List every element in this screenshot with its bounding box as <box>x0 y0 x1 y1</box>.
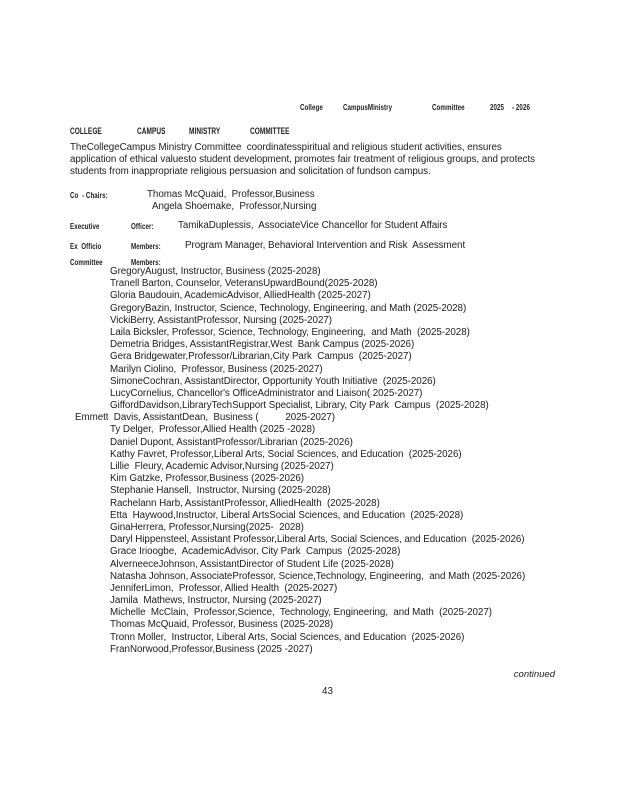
executive-officer-label-2: Officer: <box>131 221 154 231</box>
member-row: Marilyn Ciolino, Professor, Business (2025-2027) <box>110 363 323 375</box>
running-header-committee: Committee <box>432 102 465 112</box>
executive-officer-label-1: Executive <box>70 221 100 231</box>
member-row: Etta Haywood,Instructor, Liberal ArtsSocial Sciences, and Education (2025-2028) <box>110 509 464 521</box>
member-row: Jamila Mathews, Instructor, Nursing (2025-2027) <box>110 595 322 607</box>
member-row: GiffordDavidson,LibraryTechSupport Specialist, Library, City Park Campus (2025-2028) <box>110 400 489 412</box>
running-header <box>300 102 558 114</box>
member-row: Michelle McClain, Professor,Science, Technology, Engineering, and Math (2025-2027) <box>110 607 492 619</box>
member-row: JenniferLimon, Professor, Allied Health (2025-2027) <box>110 582 338 594</box>
member-row: FranNorwood,Professor,Business (2025 -2027) <box>110 643 313 655</box>
member-row: Daniel Dupont, AssistantProfessor/Librarian (2025-2026) <box>110 436 353 448</box>
executive-officer-value: TamikaDuplessis, AssociateVice Chancellor for Student Affairs <box>178 220 448 231</box>
intro-line: TheCollegeCampus Ministry Committee coordinatesspiritual and religious student activities, ensures <box>70 142 502 153</box>
member-row: Thomas McQuaid, Professor, Business (2025-2028) <box>110 619 334 631</box>
member-row: Lillie Fleury, Academic Advisor,Nursing (2025-2027) <box>110 461 334 472</box>
committee-members-list <box>0 266 618 656</box>
running-header-college: College <box>300 102 323 112</box>
intro-paragraph <box>70 142 535 179</box>
member-row: Rachelann Harb, AssistantProfessor, AlliedHealth (2025-2028) <box>110 497 380 509</box>
intro-line: students from inappropriate religious persuasion and solicitation of fundson campus. <box>70 166 431 178</box>
member-row: Stephanie Hansell, Instructor, Nursing (2025-2028) <box>110 485 331 497</box>
co-chair-2: Angela Shoemake, Professor,Nursing <box>152 201 317 212</box>
page-number: 43 <box>322 686 333 697</box>
running-header-year-end: - 2026 <box>512 102 530 112</box>
member-row: GregoryAugust, Instructor, Business (2025-2028) <box>110 266 321 277</box>
member-row: Gloria Baudouin, AcademicAdvisor, AlliedHealth (2025-2027) <box>110 290 371 302</box>
member-row: Tranell Barton, Counselor, VeteransUpwardBound(2025-2028) <box>110 278 378 290</box>
member-row: AlverneeceJohnson, AssistantDirector of Student Life (2025-2028) <box>110 558 394 570</box>
member-row: SimoneCochran, AssistantDirector, Opportunity Youth Initiative (2025-2026) <box>110 375 436 387</box>
ex-officio-label-1: Ex Officio <box>70 241 102 251</box>
member-row: Demetria Bridges, AssistantRegistrar,West Bank Campus (2025-2026) <box>110 339 415 351</box>
co-chairs-label: Co - Chairs: <box>70 190 108 200</box>
running-header-campus-ministry: CampusMinistry <box>343 102 393 112</box>
ex-officio-label-2: Members: <box>131 241 161 251</box>
member-row: Tronn Moller, Instructor, Liberal Arts, Social Sciences, and Education (2025-2026) <box>110 631 465 643</box>
continued-note: continued <box>513 669 555 680</box>
member-row: VickiBerry, AssistantProfessor, Nursing (2025-2027) <box>110 314 332 326</box>
member-row: Gera Bridgewater,Professor/Librarian,City Park Campus (2025-2027) <box>110 351 412 363</box>
member-row: Laila Bicksler, Professor, Science, Technology, Engineering, and Math (2025-2028) <box>110 326 470 338</box>
page-title <box>70 126 330 139</box>
committee-members-label-2: Members: <box>131 257 161 267</box>
member-row: Daryl Hippensteel, Assistant Professor,Liberal Arts, Social Sciences, and Education (2025-2026) <box>110 534 525 546</box>
member-row: GinaHerrera, Professor,Nursing(2025- 2028) <box>110 521 304 533</box>
ex-officio-value: Program Manager, Behavioral Intervention and Risk Assessment <box>185 240 466 251</box>
title-word-committee: COMMITTEE <box>250 126 290 136</box>
member-row: LucyCornelius, Chancellor's OfficeAdministrator and Liaison( 2025-2027) <box>110 387 423 399</box>
member-row: Natasha Johnson, AssociateProfessor, Science,Technology, Engineering, and Math (2025-2026) <box>110 570 526 582</box>
running-header-year-start: 2025 <box>490 102 505 112</box>
title-word-college: COLLEGE <box>70 126 102 136</box>
member-row: Kim Gatzke, Professor,Business (2025-2026) <box>110 473 304 485</box>
member-row: Grace Irioogbe, AcademicAdvisor, City Park Campus (2025-2028) <box>110 546 401 558</box>
member-row: Ty Delger, Professor,Allied Health (2025 -2028) <box>110 424 316 436</box>
member-row: GregoryBazin, Instructor, Science, Technology, Engineering, and Math (2025-2028) <box>110 302 467 314</box>
intro-line: application of ethical valuesto student development, promotes fair treatment of religious groups, and protects <box>70 154 536 166</box>
committee-members-label-1: Committee <box>70 257 103 267</box>
member-row: Emmett Davis, AssistantDean, Business ( 2025-2027) <box>75 412 335 424</box>
title-word-ministry: MINISTRY <box>189 126 221 136</box>
member-row: Kathy Favret, Professor,Liberal Arts, Social Sciences, and Education (2025-2026) <box>110 448 462 460</box>
co-chair-1: Thomas McQuaid, Professor,Business <box>147 189 315 200</box>
title-word-campus: CAMPUS <box>137 126 166 136</box>
